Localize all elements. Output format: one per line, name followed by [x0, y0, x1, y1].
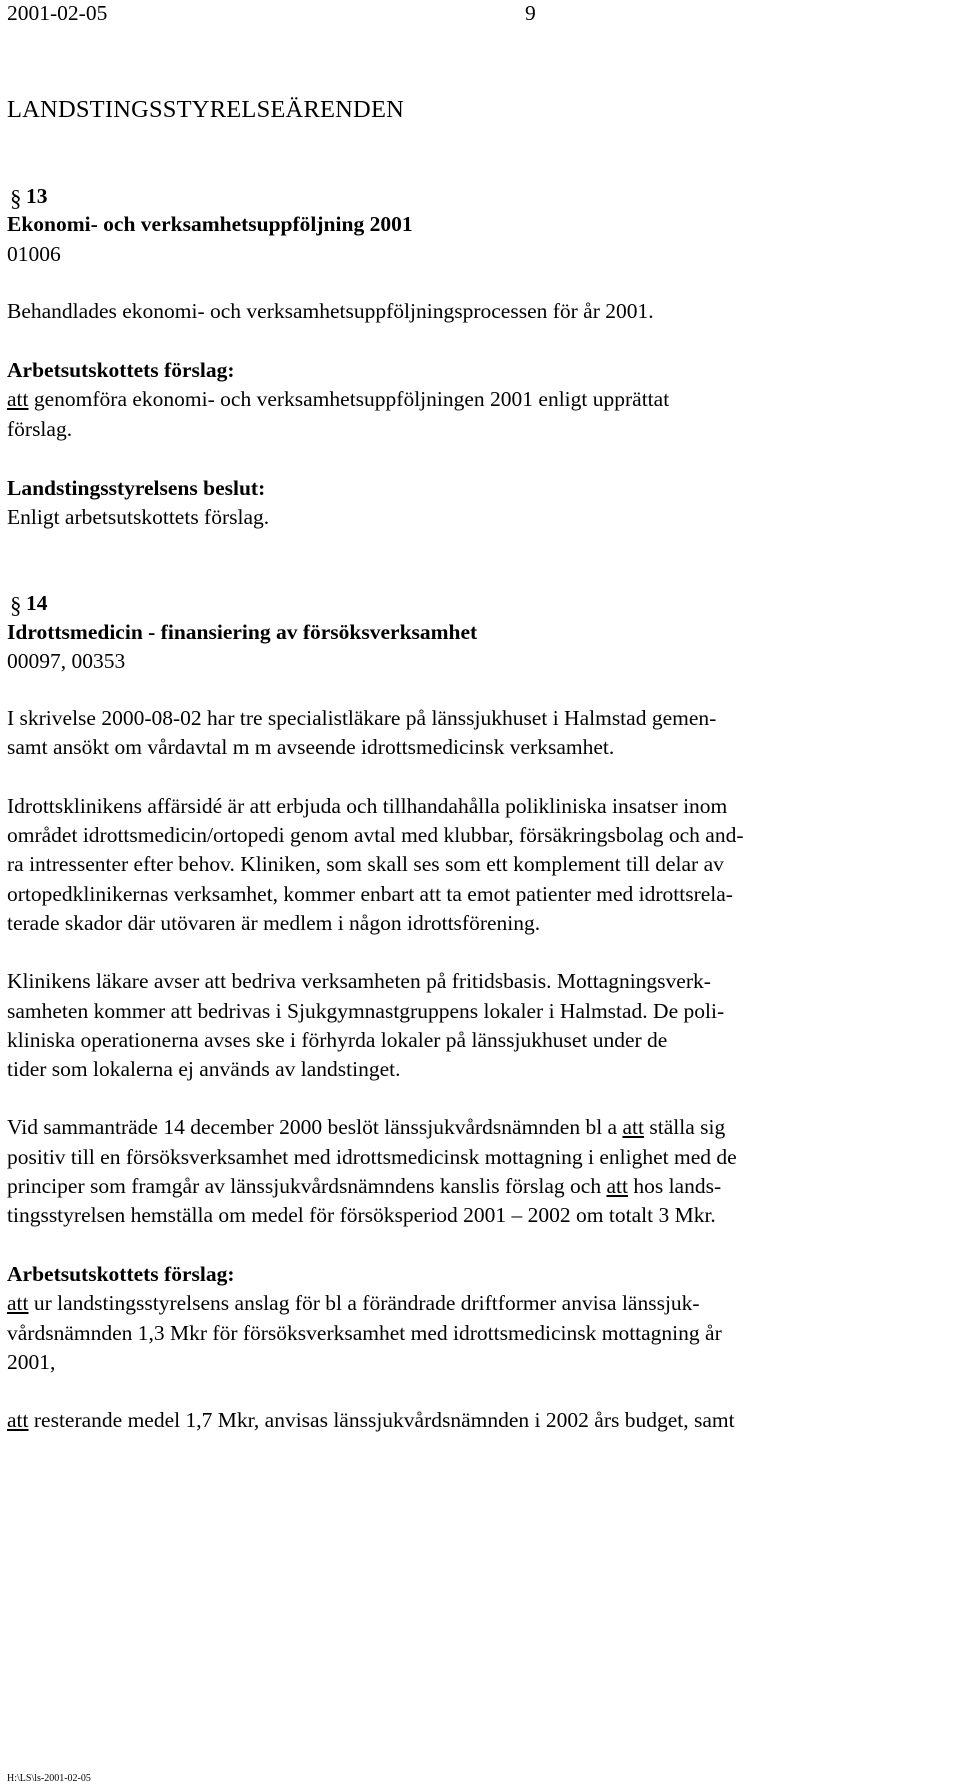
section-number: 13 — [26, 184, 48, 208]
paragraph-line: området idrottsmedicin/ortopedi genom avtal med klubbar, försäkringsbolag och and- — [7, 823, 744, 847]
proposal-text — [7, 386, 669, 412]
proposal-heading: Arbetsutskottets förslag: — [7, 1262, 235, 1286]
proposal-heading: Arbetsutskottets förslag: — [7, 358, 235, 382]
att-clause-line: vårdsnämnden 1,3 Mkr för försöksverksamhet med idrottsmedicinsk mottagning år — [7, 1321, 722, 1345]
paragraph-line — [7, 1114, 725, 1140]
paragraph-line: ra intressenter efter behov. Kliniken, som skall ses som ett komplement till delar av — [7, 852, 724, 876]
decision-text: Enligt arbetsutskottets förslag. — [7, 505, 270, 529]
paragraph-text: principer som framgår av länssjukvårdsnämndens kanslis förslag och — [7, 1174, 607, 1198]
section-reference: 01006 — [7, 242, 61, 266]
paragraph-line: I skrivelse 2000-08-02 har tre specialistläkare på länssjukhuset i Halmstad gemen- — [7, 706, 717, 730]
att-clause-text: ur landstingsstyrelsens anslag för bl a förändrade driftformer anvisa länssjuk- — [28, 1291, 700, 1315]
document-title: LANDSTINGSSTYRELSEÄRENDEN — [7, 96, 404, 123]
att-keyword: att — [7, 1408, 29, 1432]
section-reference: 00097, 00353 — [7, 649, 126, 673]
att-keyword: att — [7, 1291, 29, 1315]
att-clause-line — [7, 1290, 700, 1316]
page-number: 9 — [525, 1, 536, 25]
paragraph-line: Idrottsklinikens affärsidé är att erbjuda och tillhandahålla polikliniska insatser inom — [7, 794, 728, 818]
body-text: Behandlades ekonomi- och verksamhetsuppföljningsprocessen för år 2001. — [7, 299, 654, 323]
paragraph-line: tingsstyrelsen hemställa om medel för försöksperiod 2001 – 2002 om totalt 3 Mkr. — [7, 1203, 716, 1227]
proposal-text-line2: förslag. — [7, 417, 73, 441]
paragraph-line: tider som lokalerna ej används av landstinget. — [7, 1057, 401, 1081]
att-keyword: att — [606, 1174, 628, 1198]
paragraph-line: positiv till en försöksverksamhet med idrottsmedicinsk mottagning i enlighet med de — [7, 1145, 737, 1169]
paragraph-line: samheten kommer att bedrivas i Sjukgymnastgruppens lokaler i Halmstad. De poli- — [7, 999, 725, 1023]
section-title: Idrottsmedicin - finansiering av försöksverksamhet — [7, 620, 478, 644]
paragraph-text: hos lands- — [627, 1174, 722, 1198]
decision-heading: Landstingsstyrelsens beslut: — [7, 476, 266, 500]
section-number: 14 — [26, 591, 48, 615]
paragraph-line: samt ansökt om vårdavtal m m avseende idrottsmedicinsk verksamhet. — [7, 735, 615, 759]
section-title: Ekonomi- och verksamhetsuppföljning 2001 — [7, 212, 413, 236]
section-symbol: § — [10, 186, 22, 211]
att-clause-line — [7, 1407, 735, 1433]
header-date: 2001-02-05 — [7, 1, 108, 25]
paragraph-text: ställa sig — [643, 1115, 726, 1139]
proposal-text-rest: genomföra ekonomi- och verksamhetsuppföljningen 2001 enligt upprättat — [28, 387, 670, 411]
att-keyword: att — [622, 1115, 644, 1139]
paragraph-line: kliniska operationerna avses ske i förhyrda lokaler på länssjukhuset under de — [7, 1028, 668, 1052]
section-symbol: § — [10, 593, 22, 618]
footer-file-path: H:\LS\ls-2001-02-05 — [7, 1773, 91, 1784]
paragraph-line — [7, 1173, 721, 1199]
paragraph-line: ortopedklinikernas verksamhet, kommer enbart att ta emot patienter med idrottsrela- — [7, 882, 733, 906]
paragraph-text: Vid sammanträde 14 december 2000 beslöt länssjukvårdsnämnden bl a — [7, 1115, 623, 1139]
att-keyword: att — [7, 387, 29, 411]
att-clause-text: resterande medel 1,7 Mkr, anvisas länssjukvårdsnämnden i 2002 års budget, samt — [28, 1408, 735, 1432]
paragraph-line: terade skador där utövaren är medlem i någon idrottsförening. — [7, 911, 541, 935]
paragraph-line: Klinikens läkare avser att bedriva verksamheten på fritidsbasis. Mottagningsverk- — [7, 969, 711, 993]
att-clause-line: 2001, — [7, 1350, 56, 1374]
